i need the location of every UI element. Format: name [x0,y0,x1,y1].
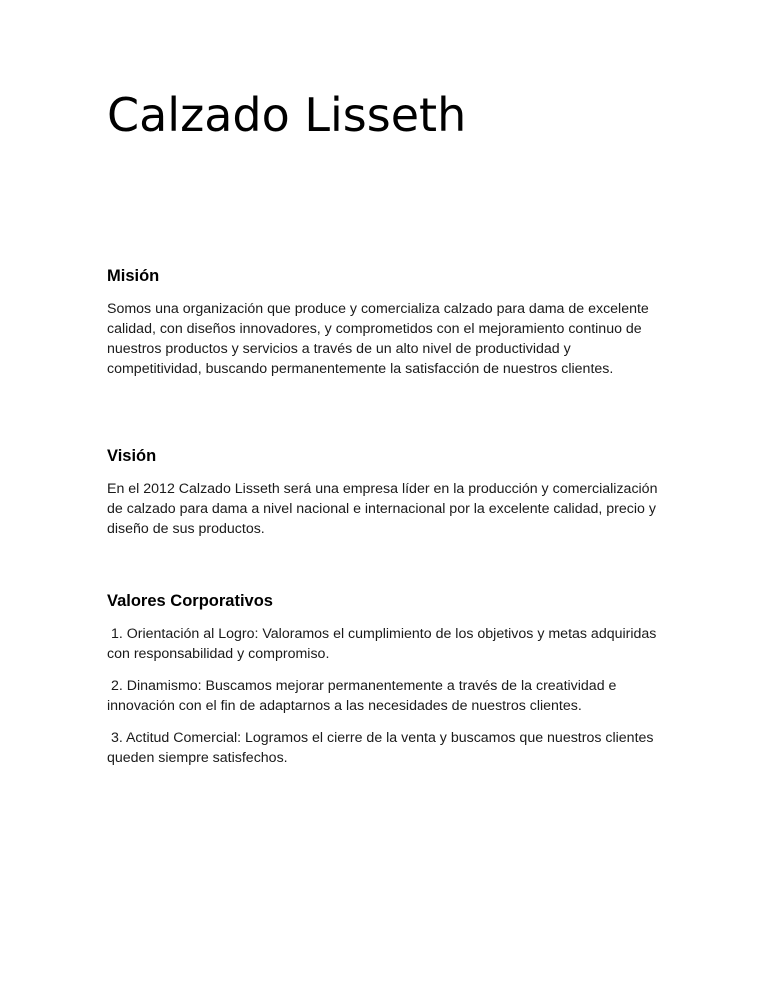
valores-section [107,590,667,768]
vision-section [107,445,667,539]
valor-item-actitud-comercial: 3. Actitud Comercial: Logramos el cierre de la venta y buscamos que nuestros clientes queden siempre satisfechos. [107,730,658,766]
document-title: Calzado Lisseth [107,88,467,142]
valor-item-dinamismo: 2. Dinamismo: Buscamos mejorar permanentemente a través de la creatividad e innovación con el fin de adaptarnos a las necesidades de nuestros clientes. [107,678,621,714]
vision-heading: Visión [107,447,157,465]
vision-text: En el 2012 Calzado Lisseth será una empresa líder en la producción y comercialización de calzado para dama a nivel nacional e internacional por la excelente calidad, precio y diseño de sus productos. [107,481,658,537]
mision-text: Somos una organización que produce y comercializa calzado para dama de excelente calidad, con diseños innovadores, y comprometidos con el mejoramiento continuo de nuestros productos y servicios a través de un alto nivel de productividad y competitividad, buscando permanentemente la satisfacción de nuestros clientes. [107,301,649,377]
mision-heading: Misión [107,267,160,285]
valores-heading: Valores Corporativos [107,592,273,610]
mision-section [107,265,667,379]
valor-item-orientacion: 1. Orientación al Logro: Valoramos el cumplimiento de los objetivos y metas adquiridas con responsabilidad y compromiso. [107,626,661,662]
